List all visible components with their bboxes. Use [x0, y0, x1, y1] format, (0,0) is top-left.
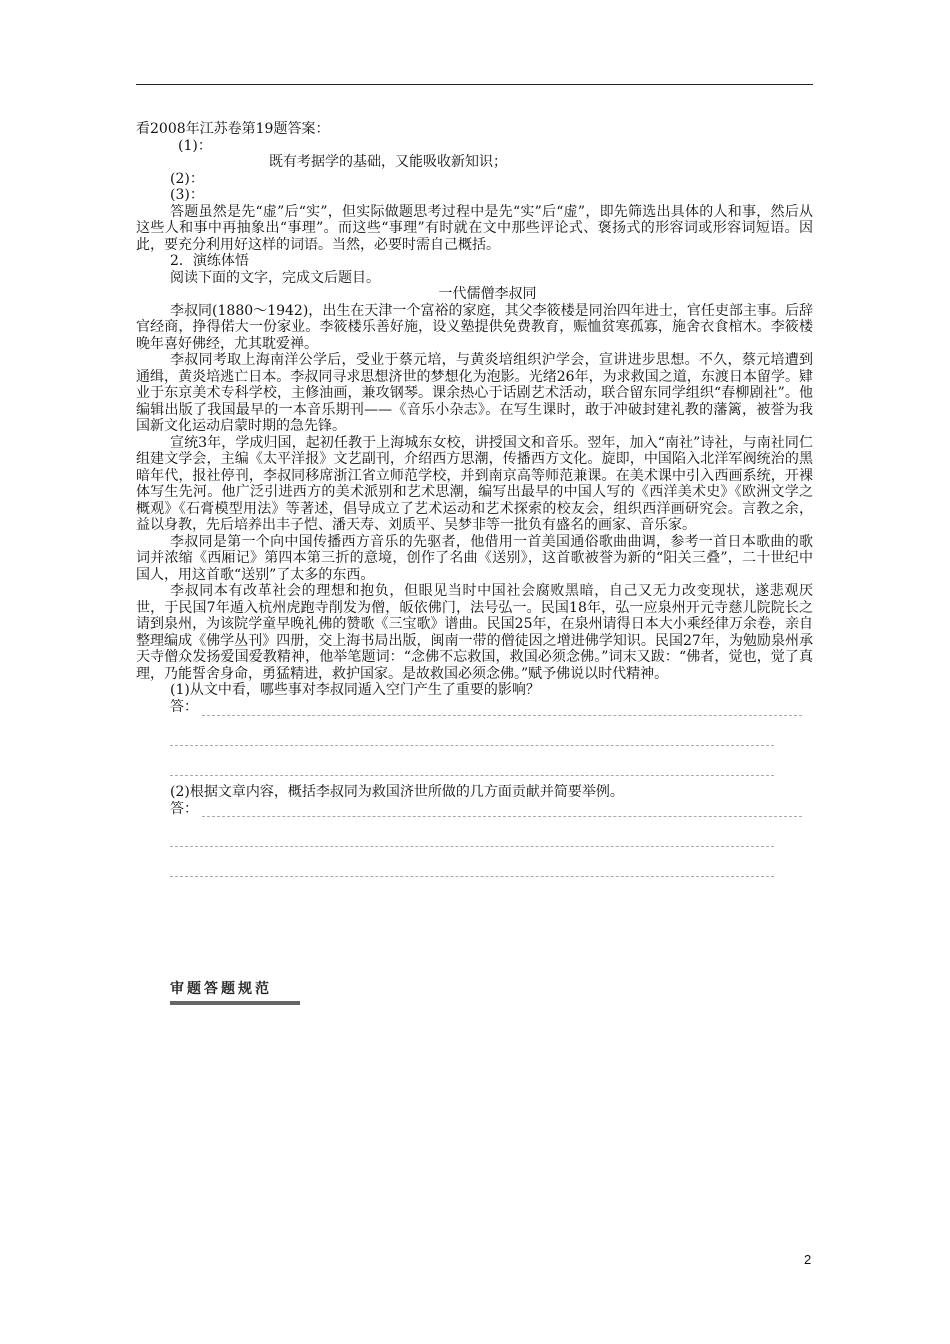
section-label: 审题答题规范	[170, 981, 272, 997]
intro-q1-label: (1)：	[178, 137, 212, 154]
section-banner	[170, 978, 300, 1005]
article-paragraph: 李叔同本有改革社会的理想和抱负，但眼见当时中国社会腐败黑暗，自己又无力改变现状，遂悲观厌世，于民国7年遁入杭州虎跑寺削发为僧，皈依佛门，法号弘一。民国18年，弘一应泉州开元寺慈儿院院长之请到泉州，为该院学童早晚礼佛的赞歌《三宝歌》谱曲。民国25年，在泉州请得日本大小乘经律万余卷，亲自整理编成《佛学丛刊》四册，交上海书局出版，闽南一带的僧徒因之增进佛学知识。民国27年，为勉励泉州承天寺僧众发扬爱国爱教精神，他举笔题词：“念佛不忘救国，救国必须念佛。”词末又跋：“佛者，觉也，觉了真理，乃能誓舍身命，勇猛精进，救护国家。是故救国必须念佛。”赋予佛说以时代精神。	[136, 583, 813, 682]
intro-explanation: 答题虽然是先“虚”后“实”，但实际做题思考过程中是先“实”后“虚”，即先筛选出具体的人和事，然后从这些人和事中再抽象出“事理”。而这些“事理”有时就在文中那些评论式、褒扬式的形容词或形容词短语。因此，要充分利用好这样的词语。当然，必要时需自己概括。	[136, 203, 813, 253]
intro-q3-label: (3)：	[170, 187, 204, 203]
header-rule	[136, 84, 813, 85]
section-underline	[170, 1001, 300, 1005]
article-paragraph: 李叔同是第一个向中国传播西方音乐的先驱者，他借用一首美国通俗歌曲曲调，参考一首日本歌曲的歌词并浓缩《西厢记》第四本第三折的意境，创作了名曲《送别》，这首歌被誉为新的“阳关三叠”，二十世纪中国人，用这首歌“送别”了太多的东西。	[136, 533, 813, 583]
answer-rule	[202, 804, 802, 817]
article-paragraph: 李叔同(1880～1942)，出生在天津一个富裕的家庭，其父李筱楼是同治四年进士，官任吏部主事。后辞官经商，挣得偌大一份家业。李筱楼乐善好施，设义塾提供免费教育，赈恤贫寒孤寡，施舍衣食棺木。李筱楼晚年喜好佛经，尤其耽爱禅。	[136, 302, 813, 352]
page-content	[136, 121, 813, 877]
page-number: 2	[804, 1252, 812, 1267]
answer-blank-line[interactable]	[170, 746, 774, 776]
intro-title: 看2008年江苏卷第19题答案：	[136, 121, 330, 137]
answer-blank-line[interactable]	[170, 716, 774, 746]
practice-instruction: 阅读下面的文字，完成文后题目。	[170, 269, 380, 286]
practice-heading: 2．演练体悟	[170, 253, 249, 269]
article-title: 一代儒僧李叔同	[438, 286, 537, 302]
intro-q2-label: (2)：	[170, 170, 204, 187]
intro-q1-answer: 既有考据学的基础，又能吸收新知识；	[269, 154, 507, 170]
answer-rule	[202, 703, 802, 716]
answer-blank-line[interactable]	[170, 817, 774, 847]
question-2: (2)根据文章内容，概括李叔同为救国济世所做的几方面贡献并简要举例。	[170, 783, 624, 800]
answer-blank-line[interactable]	[170, 847, 774, 877]
question-1: (1)从文中看，哪些事对李叔同遁入空门产生了重要的影响？	[170, 682, 540, 698]
article-paragraph: 宣统3年，学成归国，起初任教于上海城东女校，讲授国文和音乐。翌年，加入“南社”诗社，与南社同仁组建文学会，主编《太平洋报》文艺副刊，介绍西方思潮，传播西方文化。旋即，中国陷入北洋军阀统治的黑暗年代，报社停刊，李叔同移席浙江省立师范学校，并到南京高等师范兼课。在美术课中引入西画系统，开裸体写生先河。他广泛引进西方的美术派别和艺术思潮，编写出最早的中国人写的《西洋美术史》《欧洲文学之概观》《石膏模型用法》等著述，倡导成立了艺术运动和艺术探索的校友会，组织西洋画研究会。言教之余，益以身教，先后培养出丰子恺、潘天寿、刘质平、吴梦非等一批负有盛名的画家、音乐家。	[136, 434, 813, 533]
article-paragraph: 李叔同考取上海南洋公学后，受业于蔡元培，与黄炎培组织沪学会，宣讲进步思想。不久，蔡元培遭到通缉，黄炎培逃亡日本。李叔同寻求思想济世的梦想化为泡影。光绪26年，为求救国之道，东渡日本留学。肄业于东京美术专科学校，主修油画，兼攻钢琴。课余热心于话剧艺术活动，联合留东同学组织“春柳剧社”。他编辑出版了我国最早的一本音乐期刊——《音乐小杂志》。在写生课时，敢于冲破封建礼教的藩篱，被誉为我国新文化运动启蒙时期的急先锋。	[136, 352, 813, 434]
answer-label-1: 答：	[170, 699, 198, 715]
answer-line-1[interactable]	[136, 699, 813, 716]
answer-line-2[interactable]	[136, 800, 813, 817]
answer-label-2: 答：	[170, 800, 198, 817]
